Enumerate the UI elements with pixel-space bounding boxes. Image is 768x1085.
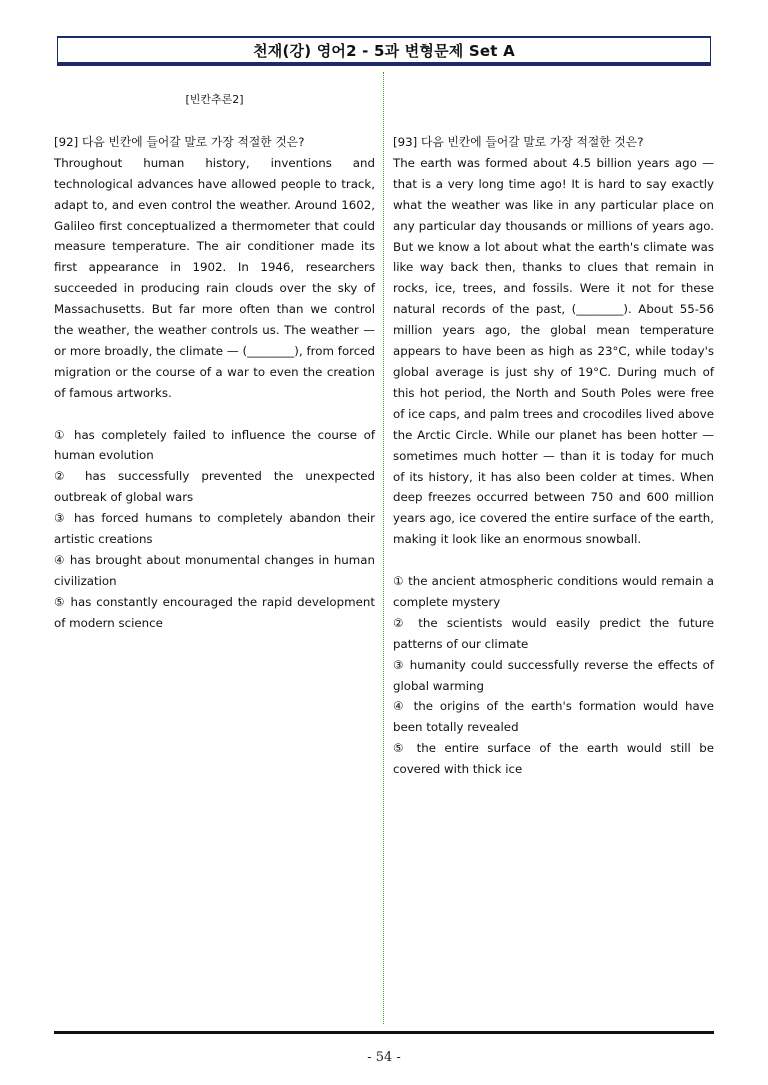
column-divider <box>383 72 384 1024</box>
option-4: ④ has brought about monumental changes in human civilization <box>54 553 375 588</box>
option-2: ② the scientists would easily predict the future patterns of our climate <box>393 615 714 651</box>
page-title: 천재(강) 영어2 - 5과 변형문제 Set A <box>253 41 515 60</box>
question-92-heading: [92] 다음 빈칸에 들어갈 말로 가장 적절한 것은? <box>54 134 305 149</box>
footer-rule <box>54 1031 714 1034</box>
question-93-passage: The earth was formed about 4.5 billion years ago — that is a very long time ago! It is hard to say exactly what the weather was like in any particular place on any particular day thousands or millions of years ago. But we know a lot about what the earth's climate was like way back then, thanks to clues that remain in rocks, ice, trees, and fossils. Were it not for these natural records of the past, (________). About 55-56 million years ago, the global mean temperature appears to have been as high as 23°C, while today's global average is just shy of 19°C. During much of this hot period, the North and South Poles were free of ice caps, and palm trees and crocodiles lived above the Arctic Circle. While our planet has been hotter — sometimes much hotter — than it is today for much of its history, it has also been colder at times. When deep freezes occurred between 750 and 600 million years ago, ice covered the entire surface of the earth, making it look like an enormous snowball. <box>393 155 714 547</box>
question-92-passage: Throughout human history, inventions and technological advances have allowed people to track, adapt to, and even control the weather. Around 1602, Galileo first conceptualized a thermometer that could measure temperature. The air conditioner made its first appearance in 1902. In 1946, researchers succeeded in producing rain clouds over the sky of Massachusetts. But far more often than we control the weather, the weather controls us. The weather — or more broadly, the climate — (________), from forced migration or the course of a war to even the creation of famous artworks. <box>54 155 375 400</box>
left-column <box>54 90 375 634</box>
option-3: ③ humanity could successfully reverse the effects of global warming <box>393 657 714 693</box>
question-93-options <box>393 571 714 780</box>
page-header <box>57 36 711 66</box>
option-3: ③ has forced humans to completely abandon their artistic creations <box>54 511 375 547</box>
option-2: ② has successfully prevented the unexpected outbreak of global wars <box>54 469 375 505</box>
option-1: ① the ancient atmospheric conditions would remain a complete mystery <box>393 574 714 609</box>
option-5: ⑤ the entire surface of the earth would still be covered with thick ice <box>393 741 714 777</box>
option-4: ④ the origins of the earth's formation would have been totally revealed <box>393 699 714 735</box>
option-5: ⑤ has constantly encouraged the rapid development of modern science <box>54 594 375 630</box>
question-92-options <box>54 425 375 634</box>
option-1: ① has completely failed to influence the course of human evolution <box>54 427 375 463</box>
page-number: - 54 - <box>367 1050 401 1065</box>
right-column <box>393 132 714 780</box>
section-label: [빈칸추론2] <box>185 93 244 106</box>
question-93-heading: [93] 다음 빈칸에 들어갈 말로 가장 적절한 것은? <box>393 135 644 149</box>
